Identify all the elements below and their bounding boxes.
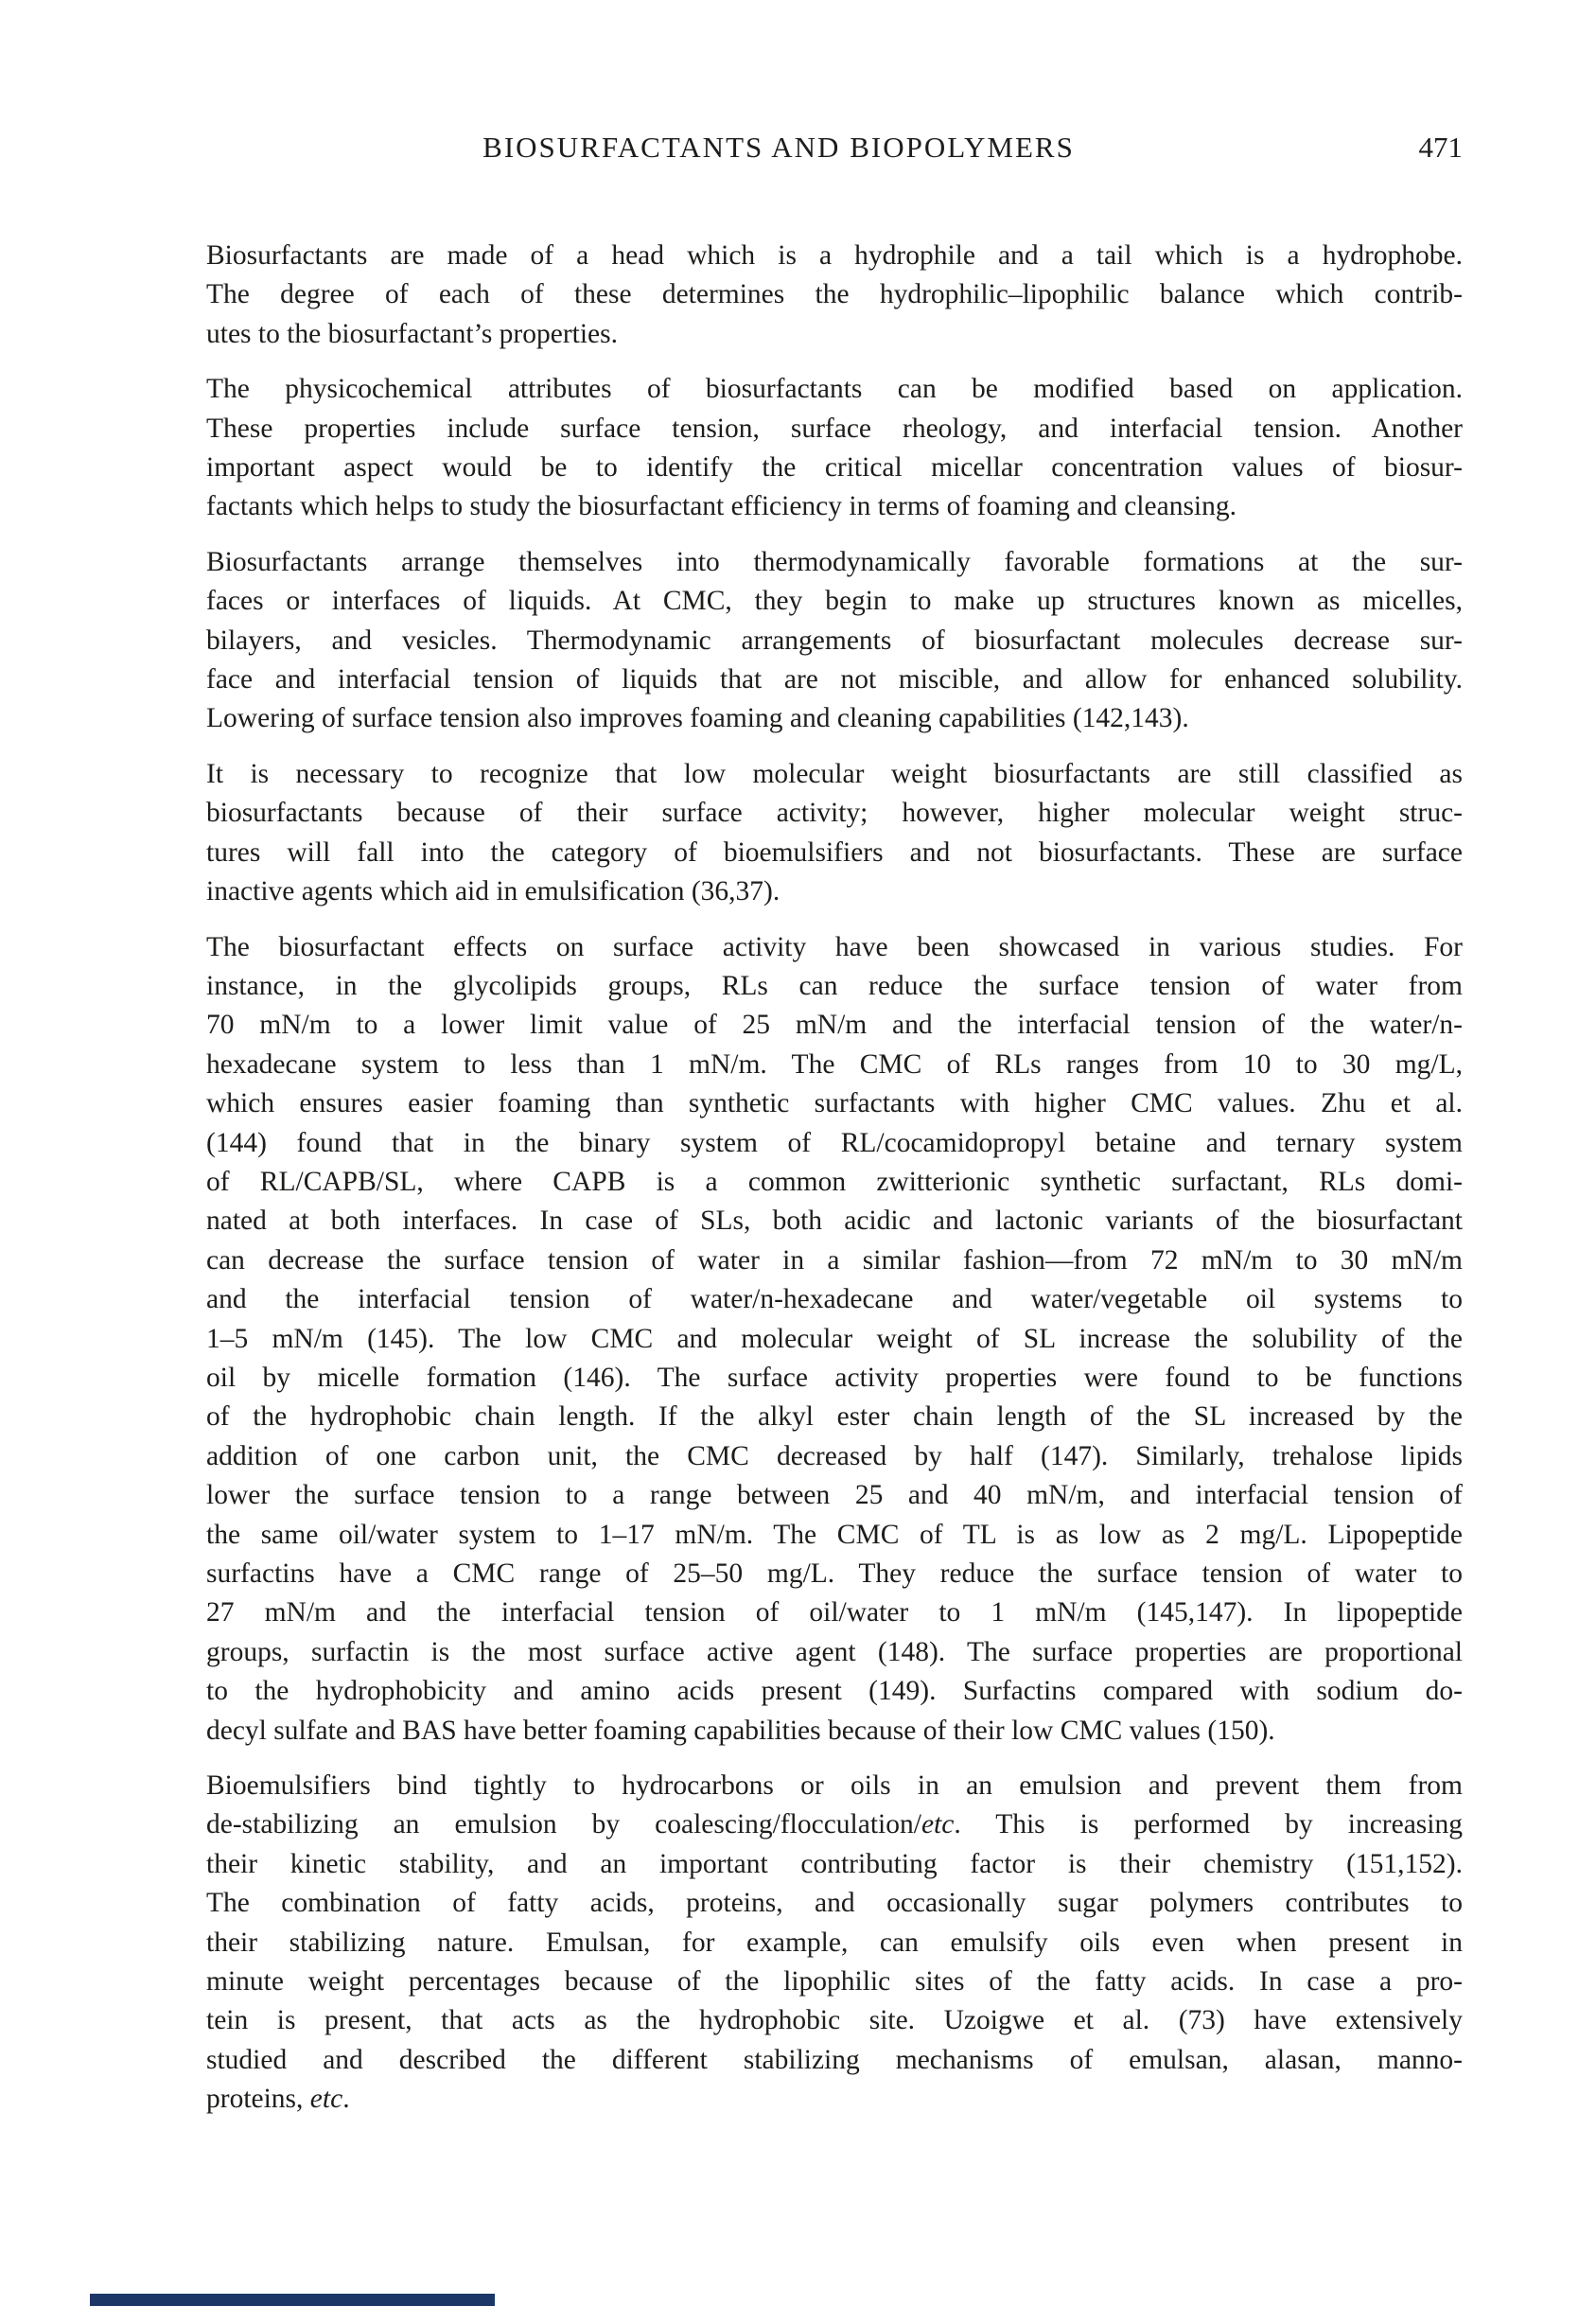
text-segment: The physicochemical attributes of biosurfactants can be modified based on application. bbox=[206, 374, 1463, 405]
text-line bbox=[206, 1805, 1463, 1844]
text-segment: can decrease the surface tension of water in a similar fashion—from 72 mN/m to 30 mN/m bbox=[206, 1244, 1463, 1276]
text-segment: oil by micelle formation (146). The surface activity properties were found to be functions bbox=[206, 1362, 1463, 1393]
text-segment: the same oil/water system to 1–17 mN/m. The CMC of TL is as low as 2 mg/L. Lipopeptide bbox=[206, 1519, 1463, 1550]
text-line bbox=[206, 1516, 1463, 1555]
text-line bbox=[206, 237, 1463, 275]
text-line bbox=[206, 1767, 1463, 1805]
text-segment: de-stabilizing an emulsion by coalescing/flocculation/ bbox=[206, 1809, 921, 1840]
text-line bbox=[206, 1124, 1463, 1163]
paragraph bbox=[206, 543, 1463, 739]
text-line bbox=[206, 1437, 1463, 1476]
text-segment: instance, in the glycolipids groups, RLs can reduce the surface tension of water from bbox=[206, 970, 1463, 1001]
text-segment: inactive agents which aid in emulsification (36,37). bbox=[206, 876, 780, 907]
text-line bbox=[206, 370, 1463, 409]
paragraph bbox=[206, 755, 1463, 912]
text-segment: 70 mN/m to a lower limit value of 25 mN/m and the interfacial tension of the water/n- bbox=[206, 1010, 1463, 1041]
text-segment: of the hydrophobic chain length. If the alkyl ester chain length of the SL increased by the bbox=[206, 1401, 1463, 1433]
text-segment: decyl sulfate and BAS have better foaming capabilities because of their low CMC values (150). bbox=[206, 1715, 1275, 1746]
text-segment: These properties include surface tension, surface rheology, and interfacial tension. Another bbox=[206, 413, 1463, 444]
text-segment: lower the surface tension to a range between 25 and 40 mN/m, and interfacial tension of bbox=[206, 1480, 1463, 1511]
text-segment: proteins, bbox=[206, 2084, 310, 2115]
text-segment: biosurfactants because of their surface activity; however, higher molecular weight struc- bbox=[206, 798, 1463, 829]
text-segment: faces or interfaces of liquids. At CMC, they begin to make up structures known as micelles, bbox=[206, 586, 1463, 617]
text-segment: and the interfacial tension of water/n-hexadecane and water/vegetable oil systems to bbox=[206, 1284, 1463, 1315]
text-line bbox=[206, 2001, 1463, 2040]
text-line bbox=[206, 1884, 1463, 1923]
text-line bbox=[206, 967, 1463, 1006]
text-segment: 27 mN/m and the interfacial tension of oil/water to 1 mN/m (145,147). In lipopeptide bbox=[206, 1597, 1463, 1628]
text-segment: their kinetic stability, and an important contributing factor is their chemistry (151,152). bbox=[206, 1848, 1463, 1879]
text-segment: addition of one carbon unit, the CMC decreased by half (147). Similarly, trehalose lipids bbox=[206, 1440, 1463, 1471]
text-line bbox=[206, 1712, 1463, 1751]
text-segment: utes to the biosurfactant’s properties. bbox=[206, 318, 619, 349]
text-line bbox=[206, 315, 1463, 354]
text-segment: bilayers, and vesicles. Thermodynamic arrangements of biosurfactant molecules decrease sur- bbox=[206, 625, 1463, 656]
text-line bbox=[206, 699, 1463, 738]
text-line bbox=[206, 410, 1463, 449]
text-segment: tein is present, that acts as the hydrophobic site. Uzoigwe et al. (73) have extensively bbox=[206, 2005, 1463, 2036]
text-line bbox=[206, 1555, 1463, 1593]
text-line bbox=[206, 1202, 1463, 1241]
text-line bbox=[206, 1084, 1463, 1123]
text-segment: (144) found that in the binary system of RL/cocamidopropyl betaine and ternary system bbox=[206, 1127, 1463, 1158]
text-line bbox=[206, 928, 1463, 967]
text-line bbox=[206, 1593, 1463, 1632]
text-segment: 1–5 mN/m (145). The low CMC and molecular weight of SL increase the solubility of the bbox=[206, 1323, 1463, 1354]
text-line bbox=[206, 1476, 1463, 1515]
text-segment: nated at both interfaces. In case of SLs, both acidic and lactonic variants of the biosurfactant bbox=[206, 1206, 1463, 1237]
text-segment: The biosurfactant effects on surface activity have been showcased in various studies. For bbox=[206, 931, 1463, 962]
text-segment: minute weight percentages because of the lipophilic sites of the fatty acids. In case a pro- bbox=[206, 1966, 1463, 1998]
text-segment: It is necessary to recognize that low molecular weight biosurfactants are still classified as bbox=[206, 758, 1463, 789]
text-segment: to the hydrophobicity and amino acids present (149). Surfactins compared with sodium do- bbox=[206, 1676, 1463, 1707]
text-segment: . This is performed by increasing bbox=[954, 1809, 1463, 1840]
text-line bbox=[206, 1046, 1463, 1084]
text-line bbox=[206, 872, 1463, 911]
text-line bbox=[206, 2041, 1463, 2080]
text-segment: The degree of each of these determines the hydrophilic–lipophilic balance which contrib- bbox=[206, 279, 1463, 310]
text-line bbox=[206, 449, 1463, 487]
text-line bbox=[206, 1633, 1463, 1672]
text-segment: Lowering of surface tension also improves foaming and cleaning capabilities (142,143). bbox=[206, 703, 1189, 734]
text-segment: groups, surfactin is the most surface active agent (148). The surface properties are proportional bbox=[206, 1636, 1463, 1667]
text-segment: factants which helps to study the biosurfactant efficiency in terms of foaming and cleansing. bbox=[206, 491, 1236, 522]
text-line bbox=[206, 622, 1463, 660]
text-segment: studied and described the different stabilizing mechanisms of emulsan, alasan, manno- bbox=[206, 2044, 1463, 2075]
text-line bbox=[206, 1845, 1463, 1884]
text-line bbox=[206, 487, 1463, 526]
italic-text: etc bbox=[921, 1809, 955, 1840]
text-line bbox=[206, 1398, 1463, 1436]
text-line bbox=[206, 1672, 1463, 1711]
text-line bbox=[206, 755, 1463, 794]
text-segment: tures will fall into the category of bioemulsifiers and not biosurfactants. These are surface bbox=[206, 836, 1463, 868]
text-segment: hexadecane system to less than 1 mN/m. The CMC of RLs ranges from 10 to 30 mg/L, bbox=[206, 1048, 1463, 1080]
text-line bbox=[206, 1963, 1463, 2001]
text-segment: which ensures easier foaming than synthetic surfactants with higher CMC values. Zhu et al. bbox=[206, 1088, 1463, 1119]
text-line bbox=[206, 1359, 1463, 1398]
text-line bbox=[206, 1241, 1463, 1280]
text-line bbox=[206, 660, 1463, 699]
text-segment: . bbox=[342, 2084, 350, 2115]
paragraph bbox=[206, 237, 1463, 354]
italic-text: etc bbox=[309, 2084, 343, 2115]
running-head bbox=[206, 131, 1463, 172]
text-line bbox=[206, 275, 1463, 314]
text-segment: of RL/CAPB/SL, where CAPB is a common zwitterionic synthetic surfactant, RLs domi- bbox=[206, 1166, 1463, 1197]
text-segment: Biosurfactants arrange themselves into thermodynamically favorable formations at the sur- bbox=[206, 546, 1463, 577]
text-segment: Biosurfactants are made of a head which is a hydrophile and a tail which is a hydrophobe. bbox=[206, 240, 1463, 271]
text-segment: Bioemulsifiers bind tightly to hydrocarbons or oils in an emulsion and prevent them from bbox=[206, 1770, 1463, 1802]
text-segment: face and interfacial tension of liquids that are not miscible, and allow for enhanced solubility. bbox=[206, 664, 1463, 695]
text-segment: their stabilizing nature. Emulsan, for example, can emulsify oils even when present in bbox=[206, 1927, 1463, 1958]
paragraph bbox=[206, 370, 1463, 527]
page-number: 471 bbox=[1418, 131, 1463, 164]
footer-bar bbox=[90, 2294, 495, 2306]
text-segment: The combination of fatty acids, proteins, and occasionally sugar polymers contributes to bbox=[206, 1888, 1463, 1919]
text-line bbox=[206, 834, 1463, 872]
text-line bbox=[206, 1280, 1463, 1319]
text-block bbox=[206, 237, 1463, 2136]
text-segment: important aspect would be to identify the critical micellar concentration values of biosur- bbox=[206, 452, 1463, 484]
text-line bbox=[206, 543, 1463, 582]
text-line bbox=[206, 1320, 1463, 1359]
text-line bbox=[206, 1924, 1463, 1963]
running-head-title: BIOSURFACTANTS AND BIOPOLYMERS bbox=[482, 131, 1075, 164]
paragraph bbox=[206, 928, 1463, 1752]
text-line bbox=[206, 582, 1463, 621]
paragraph bbox=[206, 1767, 1463, 2120]
text-line bbox=[206, 794, 1463, 833]
text-line bbox=[206, 2080, 1463, 2119]
text-line bbox=[206, 1006, 1463, 1045]
text-segment: surfactins have a CMC range of 25–50 mg/L. They reduce the surface tension of water to bbox=[206, 1558, 1463, 1589]
text-line bbox=[206, 1163, 1463, 1202]
